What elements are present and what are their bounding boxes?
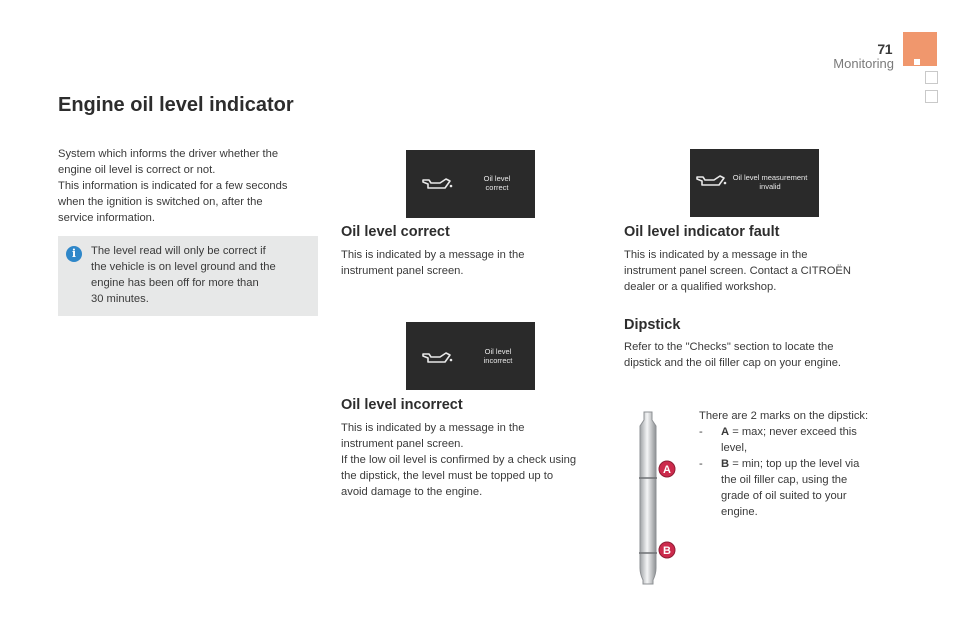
display-message: Oil level incorrect: [483, 347, 513, 365]
note-text: The level read will only be correct if the vehicle is on level ground and the engine has been off for more than 30 minutes.: [91, 245, 276, 305]
display-message: Oil level measurement invalid: [732, 173, 808, 191]
text-dipstick: Refer to the "Checks" section to locate the dipstick and the oil filler cap on your engine.: [624, 341, 842, 369]
text-oil-level-correct: This is indicated by a message in the instrument panel screen.: [341, 249, 525, 277]
mark-b-badge: [659, 542, 675, 558]
oil-can-icon: [420, 348, 454, 366]
text-oil-level-incorrect: This is indicated by a message in the instrument panel screen. If the low oil level is confirmed by a check using the dipstick, the level must be topped up to avoid damage to the engine.: [341, 422, 577, 498]
display-oil-level-incorrect: [406, 322, 535, 390]
heading-dipstick: Dipstick: [624, 317, 681, 333]
dipstick-illustration: [622, 408, 686, 588]
section-tab[interactable]: [925, 90, 938, 103]
text-oil-level-fault: This is indicated by a message in the instrument panel screen. Contact a CITROËN dealer or a qualified workshop.: [624, 249, 851, 293]
section-tab-active[interactable]: [903, 32, 937, 66]
display-oil-level-correct: [406, 150, 535, 218]
svg-text:A: A: [663, 464, 671, 476]
display-oil-level-fault: [690, 149, 819, 217]
display-message: Oil level correct: [483, 174, 511, 192]
heading-oil-level-correct: Oil level correct: [341, 224, 450, 240]
intro-text: System which informs the driver whether the engine oil level is correct or not. This information is indicated for a few seconds when the ignition is switched on, after the service information.: [58, 148, 288, 224]
heading-oil-level-incorrect: Oil level incorrect: [341, 397, 463, 413]
tab-marker: [914, 59, 920, 65]
info-icon: i: [66, 246, 82, 262]
section-tab[interactable]: [925, 71, 938, 84]
page-title: Engine oil level indicator: [58, 94, 294, 116]
section-name: Monitoring: [833, 56, 894, 71]
svg-text:B: B: [663, 545, 671, 557]
page-number: 71: [877, 41, 892, 57]
mark-a-badge: [659, 461, 675, 477]
marks-text: There are 2 marks on the dipstick: - A = max; never exceed this level, - B = min; top up the level via the oil filler cap, using the grade of oil suited to your engine.: [699, 410, 869, 518]
heading-oil-level-fault: Oil level indicator fault: [624, 224, 780, 240]
oil-can-icon: [420, 174, 454, 192]
